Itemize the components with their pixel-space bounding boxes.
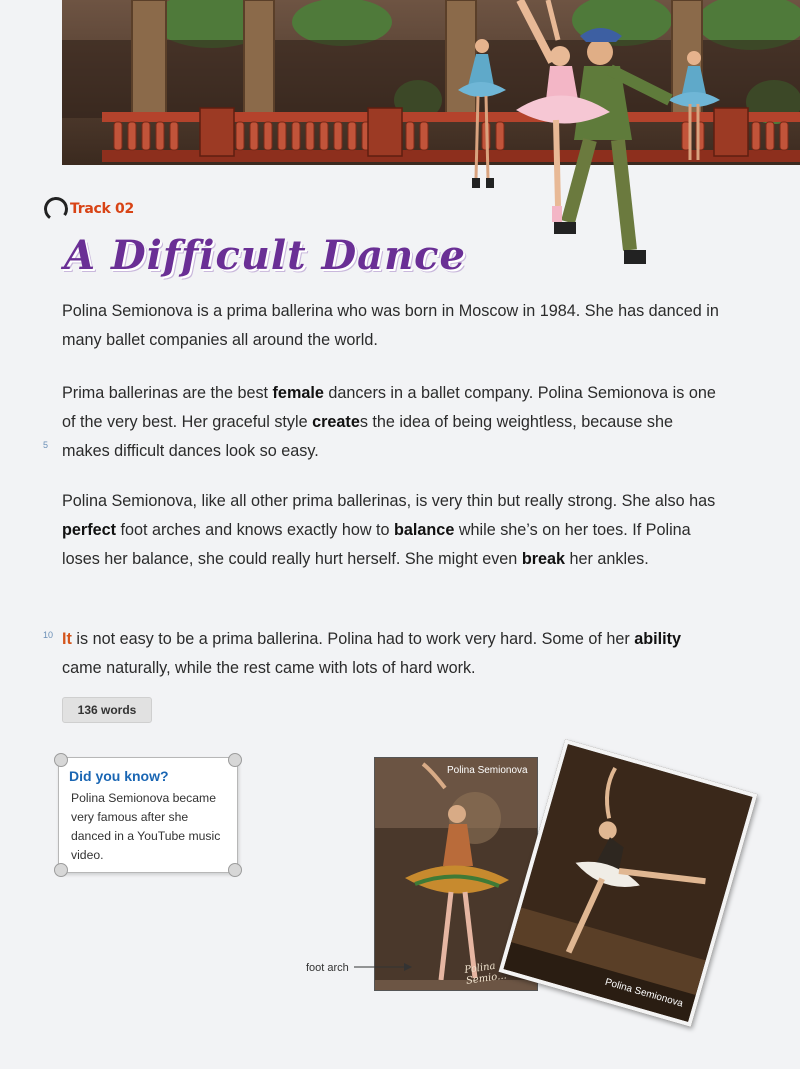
photo-2-caption: Polina Semionova: [603, 976, 685, 1010]
line-number-5: 5: [43, 440, 49, 450]
vocab-word-break: break: [521, 550, 566, 568]
paragraph-4: [62, 625, 722, 683]
vocab-word-perfect: perfect: [62, 521, 116, 539]
highlighted-word-it: It: [62, 630, 72, 648]
paragraph-3: [62, 487, 722, 574]
article-title: A Difficult Dance: [64, 232, 466, 279]
paragraph-1: [62, 297, 722, 355]
line-number-10: 10: [43, 630, 54, 640]
paragraph-text: dancers in a ballet company. Polina Semionova is one of the very best. Her graceful style: [62, 384, 716, 431]
audio-track-label[interactable]: [44, 193, 134, 225]
did-you-know-box: [58, 757, 238, 873]
dancers-graphic: [440, 0, 730, 280]
ballerina-photo-2-graphic: [503, 744, 752, 1022]
paragraph-text: is not easy to be a prima ballerina. Polina had to work very hard. Some of her: [71, 630, 635, 648]
paragraph-text: s the idea of being weightless, because she makes difficult dances look so easy.: [62, 413, 673, 460]
pin-icon: [54, 863, 68, 877]
paragraph-text: Polina Semionova, like all other prima ballerinas, is very thin but really strong. She also has: [62, 492, 716, 510]
paragraph-text: Polina Semionova is a prima ballerina who was born in Moscow in 1984. She has danced in many ballet companies all around the world.: [62, 302, 719, 349]
paragraph-text: while she’s on her toes. If Polina loses her balance, she could really hurt herself. She might even: [62, 521, 691, 568]
did-you-know-body: Polina Semionova became very famous after she danced in a YouTube music video.: [71, 791, 221, 862]
foot-arch-label: foot arch: [306, 962, 349, 974]
vocab-word-female: female: [272, 384, 324, 402]
pin-icon: [228, 863, 242, 877]
pin-icon: [228, 753, 242, 767]
pin-icon: [54, 753, 68, 767]
vocab-word-balance: balance: [394, 521, 455, 539]
paragraph-text: foot arches and knows exactly how to: [115, 521, 395, 539]
headphones-icon: [42, 195, 70, 223]
paragraph-text: Prima ballerinas are the best: [62, 384, 273, 402]
did-you-know-title: Did you know?: [69, 768, 169, 784]
paragraph-text: her ankles.: [565, 550, 649, 568]
ballet-dancers-illustration: [440, 0, 730, 280]
foot-arch-arrow-icon: [354, 960, 414, 974]
photo-1-caption: Polina Semionova: [447, 765, 528, 776]
paragraph-text: came naturally, while the rest came with lots of hard work.: [62, 659, 476, 677]
vocab-word-ability: ability: [634, 630, 682, 648]
vocab-word-create: create: [312, 413, 360, 431]
photo-1-signature: Polina Semio...: [463, 960, 508, 987]
word-count-badge: 136 words: [62, 697, 152, 723]
track-number: Track 02: [70, 201, 134, 217]
paragraph-2: [62, 379, 722, 466]
